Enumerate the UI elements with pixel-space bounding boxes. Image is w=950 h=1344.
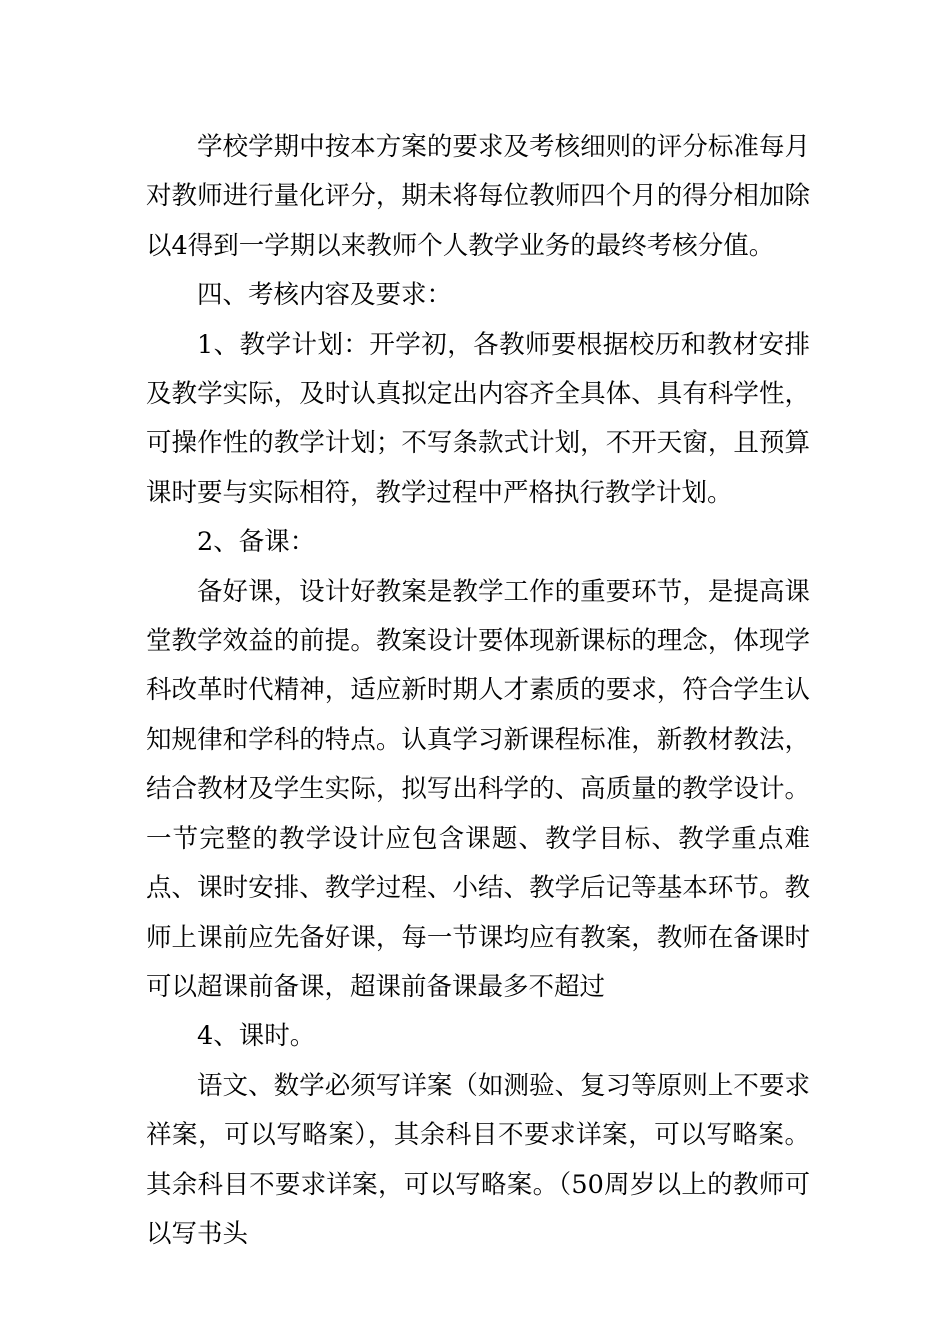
heading-lesson-prep: 2、备课： bbox=[197, 527, 316, 558]
paragraph-teaching-plan: 1、教学计划：开学初，各教师要根据校历和教材安排及教学实际，及时认真拟定出内容齐全具体、具有科学性，可操作性的教学计划；不写条款式计划，不开天窗，且预算课时要与实际相符，教学过程中严格执行教学计划。 bbox=[146, 329, 810, 508]
heading-class-hours: 4、课时。 bbox=[197, 1021, 316, 1052]
document-body bbox=[146, 123, 810, 1259]
paragraph-lesson-plans: 语文、数学必须写详案（如测验、复习等原则上不要求祥案，可以写略案），其余科目不要求详案，可以写略案。其余科目不要求详案，可以写略案。（50周岁以上的教师可以写书头 bbox=[146, 1070, 810, 1249]
paragraph-lesson-prep: 备好课，设计好教案是教学工作的重要环节，是提高课堂教学效益的前提。教案设计要体现新课标的理念，体现学科改革时代精神，适应新时期人才素质的要求，符合学生认知规律和学科的特点。认真学习新课程标准，新教材教法，结合教材及学生实际，拟写出科学的、高质量的教学设计。一节完整的教学设计应包含课题、教学目标、教学重点难点、课时安排、教学过程、小结、教学后记等基本环节。教师上课前应先备好课，每一节课均应有教案，教师在备课时可以超课前备课，超课前备课最多不超过 bbox=[146, 576, 810, 1002]
heading-assessment-content: 四、考核内容及要求： bbox=[197, 280, 453, 311]
paragraph-assessment-method: 学校学期中按本方案的要求及考核细则的评分标准每月对教师进行量化评分，期未将每位教师四个月的得分相加除以4得到一学期以来教师个人教学业务的最终考核分值。 bbox=[146, 132, 810, 261]
